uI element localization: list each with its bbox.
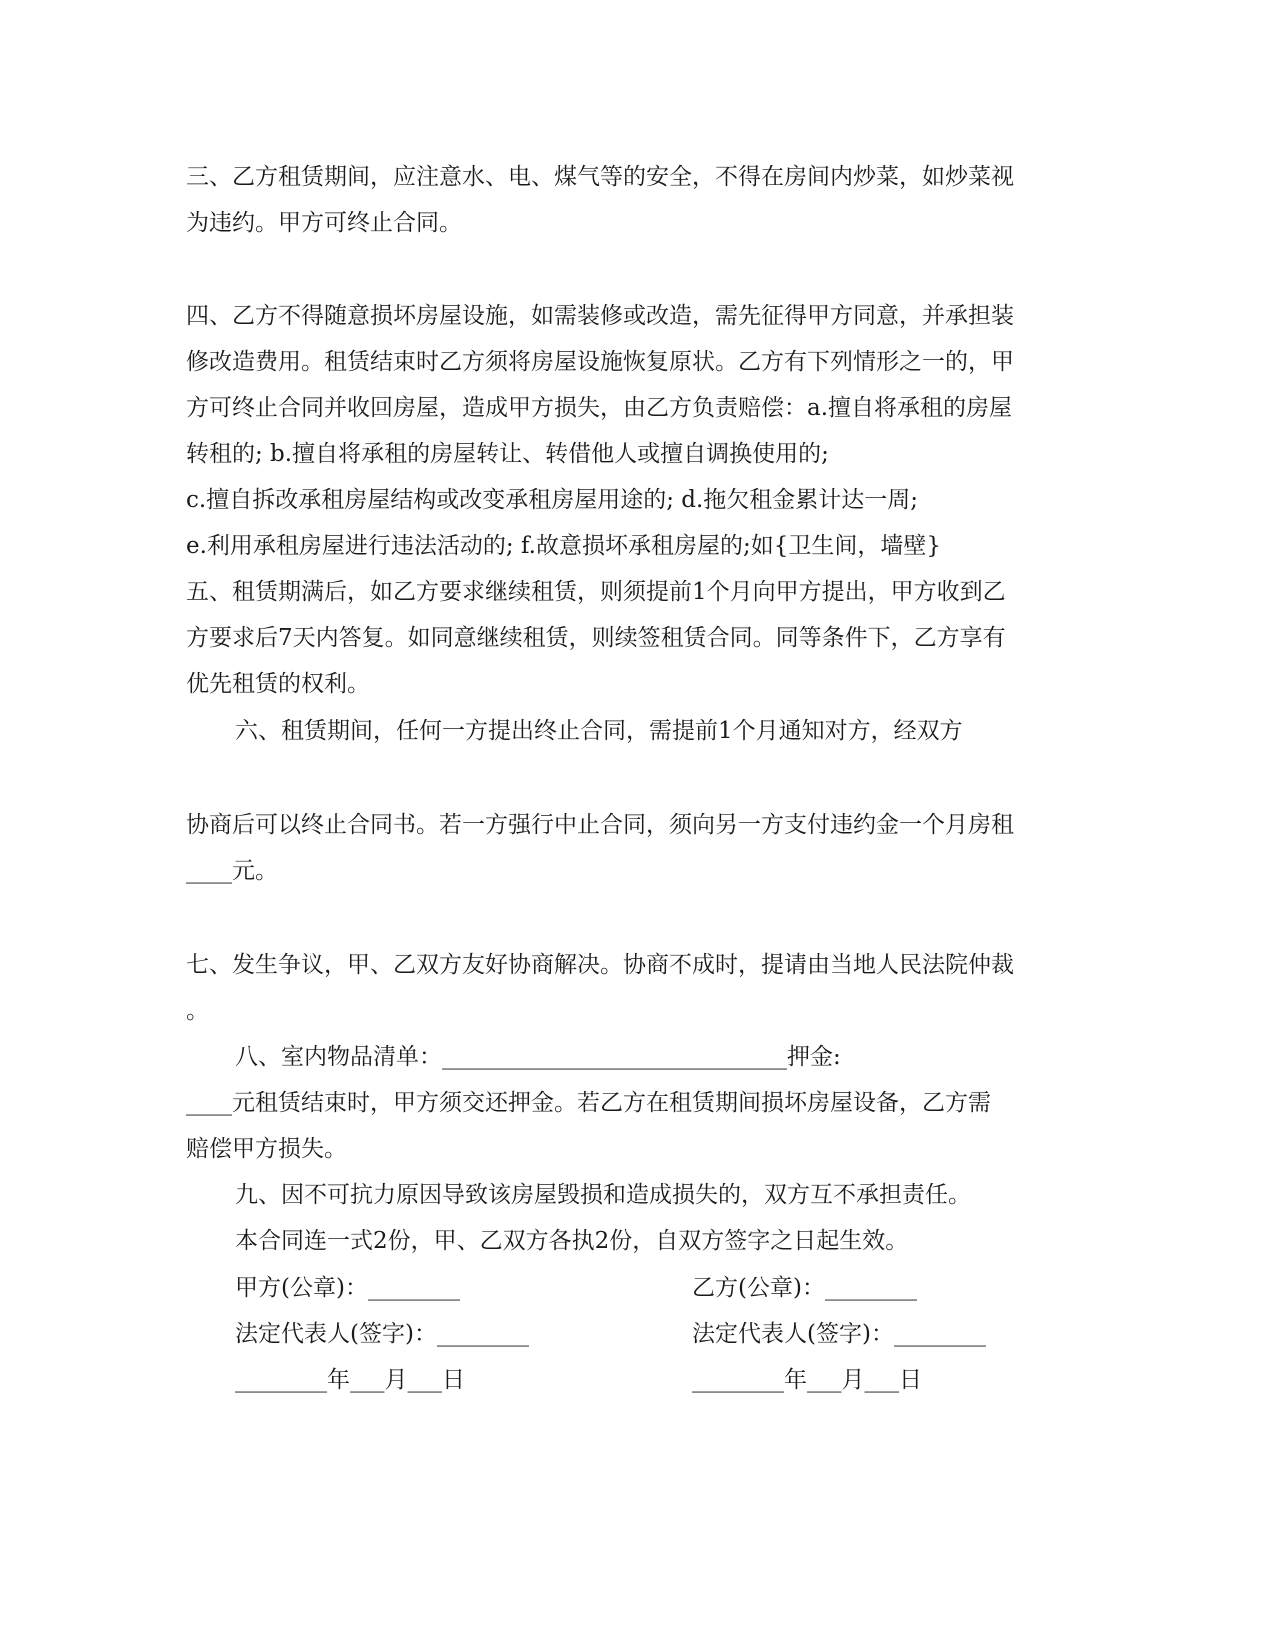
clause-4-line-5: c.擅自拆改承租房屋结构或改变承租房屋用途的; d.拖欠租金累计达一周;	[186, 487, 919, 513]
clause-6-line-2: 协商后可以终止合同书。若一方强行中止合同，须向另一方支付违约金一个月房租	[186, 812, 1014, 838]
party-b-representative: 法定代表人(签字)：________	[692, 1321, 986, 1347]
clause-9-line: 九、因不可抗力原因导致该房屋毁损和造成损失的，双方互不承担责任。	[235, 1182, 971, 1208]
clause-5-line-1: 五、租赁期满后，如乙方要求继续租赁，则须提前1个月向甲方提出，甲方收到乙	[186, 579, 1006, 605]
clause-4-line-2: 修改造费用。租赁结束时乙方须将房屋设施恢复原状。乙方有下列情形之一的，甲	[186, 349, 1014, 375]
clause-7-line-1: 七、发生争议，甲、乙双方友好协商解决。协商不成时，提请由当地人民法院仲裁	[186, 952, 1014, 978]
clause-8-line-3: 赔偿甲方损失。	[186, 1136, 347, 1162]
party-a-date: ________年___月___日	[235, 1367, 465, 1393]
party-b-seal: 乙方(公章)：________	[692, 1275, 917, 1301]
clause-5-line-3: 优先租赁的权利。	[186, 671, 370, 697]
clause-3-line-2: 为违约。甲方可终止合同。	[186, 210, 462, 236]
clause-3-line-1: 三、乙方租赁期间，应注意水、电、煤气等的安全，不得在房间内炒菜，如炒菜视	[186, 164, 1014, 190]
clause-4-line-6: e.利用承租房屋进行违法活动的; f.故意损坏承租房屋的;如{卫生间，墙壁}	[186, 533, 942, 559]
clause-5-line-2: 方要求后7天内答复。如同意继续租赁，则续签租赁合同。同等条件下，乙方享有	[186, 625, 1006, 651]
clause-6-line-3: ____元。	[186, 858, 278, 884]
clause-4-line-3: 方可终止合同并收回房屋，造成甲方损失，由乙方负责赔偿：a.擅自将承租的房屋	[186, 395, 1013, 421]
clause-8-line-1: 八、室内物品清单：______________________________押金:	[235, 1044, 841, 1070]
party-a-seal: 甲方(公章)：________	[235, 1275, 460, 1301]
clause-4-line-4: 转租的; b.擅自将承租的房屋转让、转借他人或擅自调换使用的;	[186, 441, 829, 467]
party-a-representative: 法定代表人(签字)：________	[235, 1321, 529, 1347]
party-b-date: ________年___月___日	[692, 1367, 922, 1393]
clause-8-line-2: ____元租赁结束时，甲方须交还押金。若乙方在租赁期间损坏房屋设备，乙方需	[186, 1090, 991, 1116]
validity-statement: 本合同连一式2份，甲、乙双方各执2份，自双方签字之日起生效。	[235, 1228, 909, 1254]
clause-7-line-2: 。	[186, 998, 209, 1024]
clause-4-line-1: 四、乙方不得随意损坏房屋设施，如需装修或改造，需先征得甲方同意，并承担装	[186, 303, 1014, 329]
clause-6-line-1: 六、租赁期间，任何一方提出终止合同，需提前1个月通知对方，经双方	[235, 718, 963, 744]
